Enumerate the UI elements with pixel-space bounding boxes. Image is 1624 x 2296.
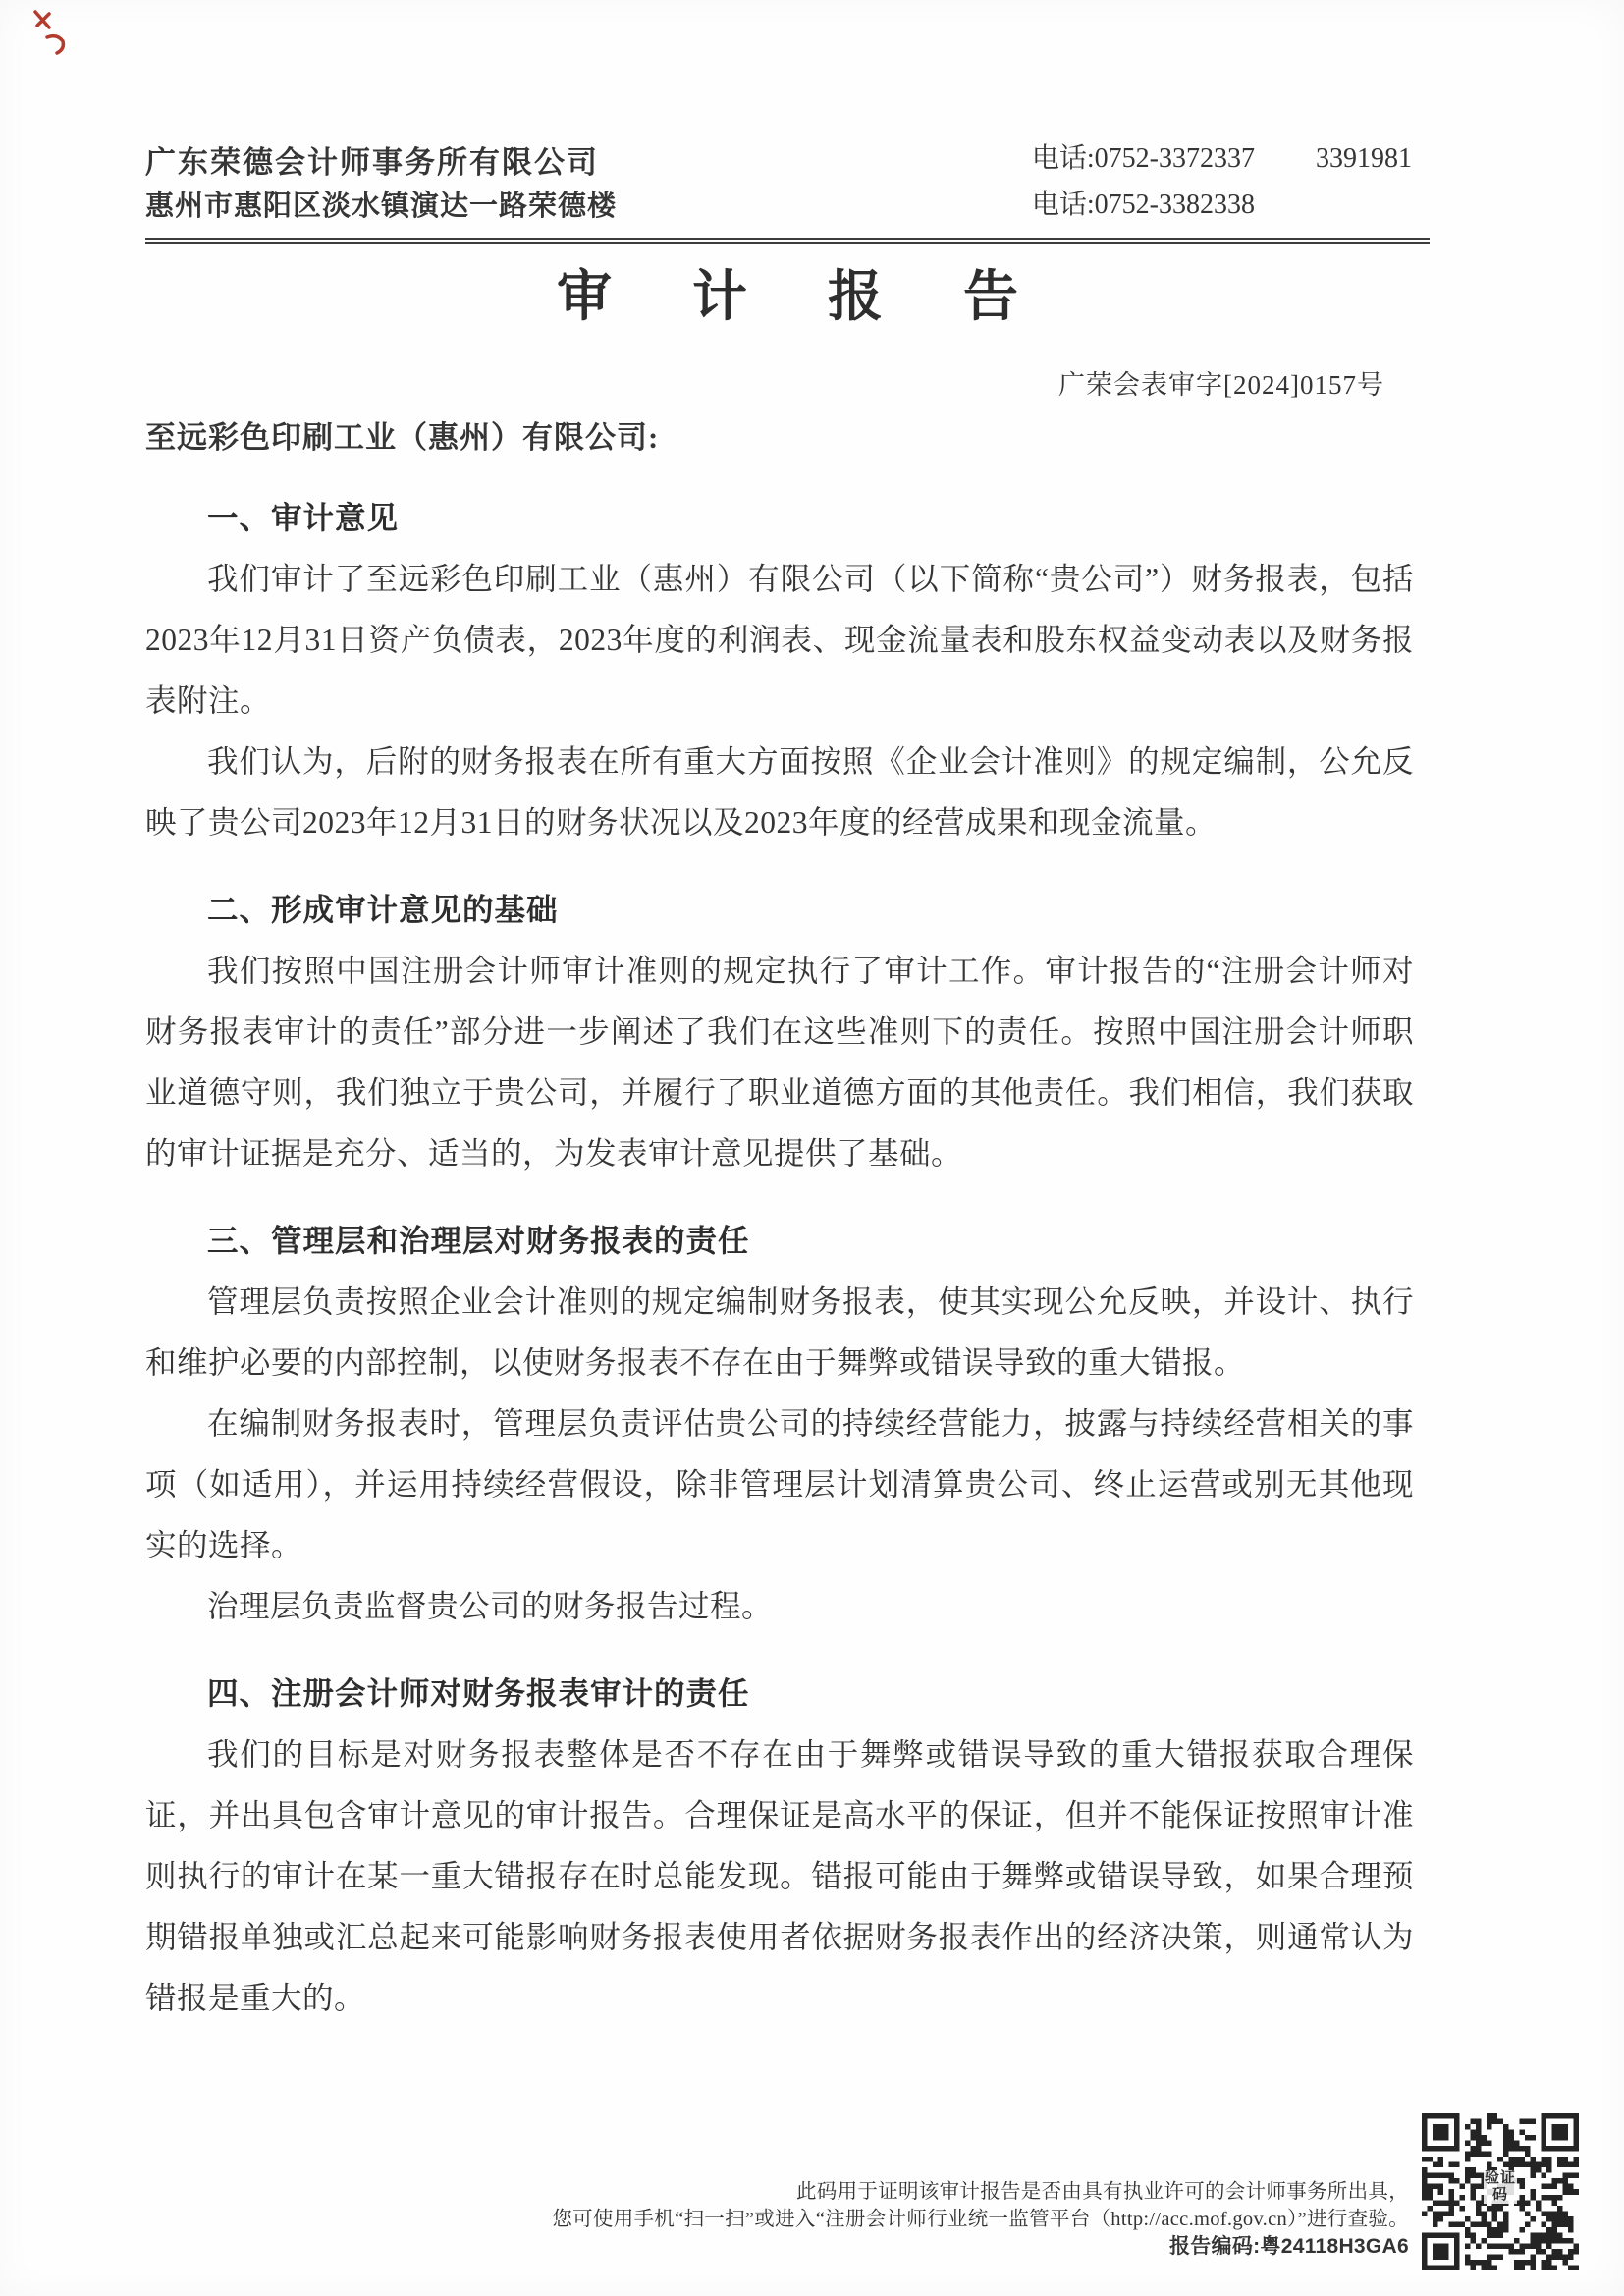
report-number: 广荣会表审字[2024]0157号: [1058, 370, 1384, 400]
phone-number-1-extra: 3391981: [1316, 143, 1412, 174]
section-1-paragraph: 我们认为，后附的财务报表在所有重大方面按照《企业会计准则》的规定编制，公允反映了贵公司2023年12月31日的财务状况以及2023年度的经营成果和现金流量。: [145, 744, 1414, 840]
qr-purpose-text: 此码用于证明该审计报告是否由具有执业许可的会计师事务所出具，: [796, 2181, 1409, 2203]
phone-line-2: 电话:0752-3382338: [1031, 190, 1255, 220]
phone-number-1: 电话:0752-3372337: [1031, 143, 1255, 174]
addressee: 至远彩色印刷工业（惠州）有限公司:: [145, 420, 660, 455]
section-4-paragraph: 我们的目标是对财务报表整体是否不存在由于舞弊或错误导致的重大错报获取合理保证，并出具包含审计意见的审计报告。合理保证是高水平的保证，但并不能保证按照审计准则执行的审计在某一重大错报存在时总能发现。错报可能由于舞弊或错误导致，如果合理预期错报单独或汇总起来可能影响财务报表使用者依据财务报表作出的经济决策，则通常认为错报是重大的。: [145, 1737, 1414, 2015]
firm-identity: [145, 141, 617, 228]
verification-note: [466, 2178, 1409, 2261]
qr-instruction-text: 您可使用手机“扫一扫”或进入“注册会计师行业统一监管平台（http://acc.mof.gov.cn）”进行查验。: [552, 2209, 1409, 2230]
section-3-paragraph: 治理层负责监督贵公司的财务报告过程。: [207, 1589, 774, 1623]
firm-address: 惠州市惠阳区淡水镇演达一路荣德楼: [145, 191, 618, 222]
section-3-paragraph: 在编制财务报表时，管理层负责评估贵公司的持续经营能力，披露与持续经营相关的事项（如适用），并运用持续经营假设，除非管理层计划清算贵公司、终止运营或别无其他现实的选择。: [145, 1406, 1414, 1562]
qr-code: [1422, 2113, 1579, 2270]
firm-name: 广东荣德会计师事务所有限公司: [145, 145, 599, 180]
section-1-heading: 一、审计意见: [207, 501, 400, 535]
letterhead: [145, 136, 1430, 244]
section-3-heading: 三、管理层和治理层对财务报表的责任: [207, 1224, 750, 1258]
firm-phones: [1032, 136, 1430, 228]
section-2-paragraph: 我们按照中国注册会计师审计准则的规定执行了审计工作。审计报告的“注册会计师对财务报表审计的责任”部分进一步阐述了我们在这些准则下的责任。按照中国注册会计师职业道德守则，我们独立于贵公司，并履行了职业道德方面的其他责任。我们相信，我们获取的审计证据是充分、适当的，为发表审计意见提供了基础。: [145, 954, 1414, 1171]
report-code: 报告编码:粤24118H3GA6: [1168, 2235, 1409, 2258]
phone-line-1: [1032, 136, 1412, 182]
section-1-paragraph: 我们审计了至远彩色印刷工业（惠州）有限公司（以下简称“贵公司”）财务报表，包括2023年12月31日资产负债表，2023年度的利润表、现金流量表和股东权益变动表以及财务报表附注。: [145, 562, 1414, 718]
report-body: [145, 462, 1414, 2029]
qr-overlay-label: 验证码: [1484, 2170, 1516, 2204]
red-corner-mark-icon: [27, 6, 96, 75]
page-title: 审 计 报 告: [557, 267, 1052, 328]
section-2-heading: 二、形成审计意见的基础: [207, 893, 559, 927]
section-3-paragraph: 管理层负责按照企业会计准则的规定编制财务报表，使其实现公允反映，并设计、执行和维护必要的内部控制，以使财务报表不存在由于舞弊或错误导致的重大错报。: [145, 1285, 1414, 1380]
section-4-heading: 四、注册会计师对财务报表审计的责任: [207, 1676, 750, 1711]
